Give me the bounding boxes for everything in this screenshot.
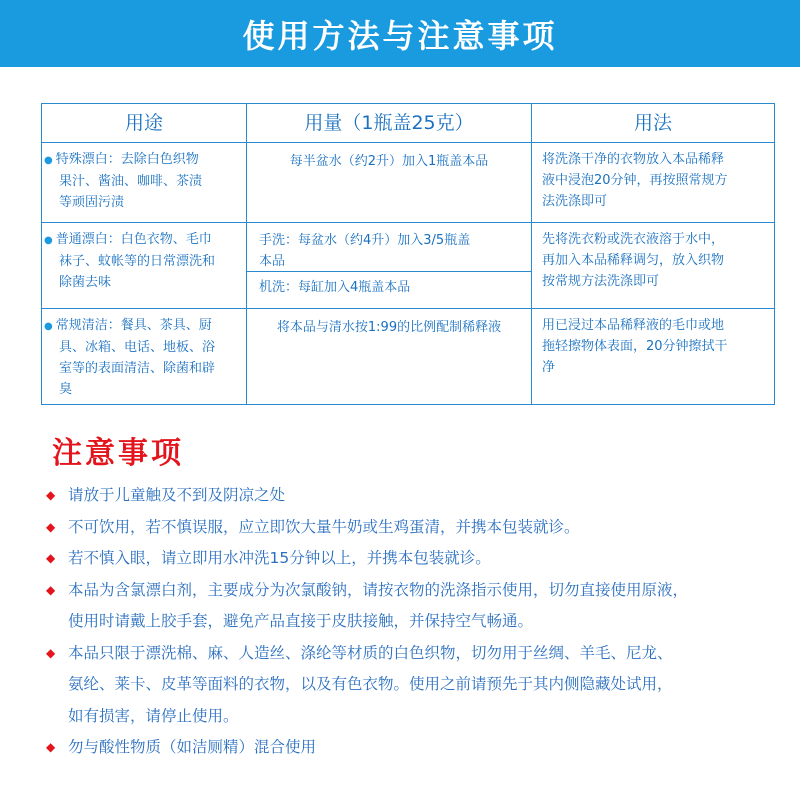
- column-header-use: 用途: [42, 104, 247, 143]
- bullet-icon: ●: [44, 155, 53, 166]
- amount-cell: [247, 223, 532, 309]
- use-cell: ● 常规清洁：餐具、茶具、厨 具、冰箱、电话、地板、浴 室等的表面清洁、除菌和辟 臭: [42, 309, 247, 405]
- diamond-bullet-icon: ◆: [46, 551, 56, 565]
- bullet-icon: ●: [44, 235, 53, 246]
- method-cell: 先将洗衣粉或洗衣液溶于水中， 再加入本品稀释调匀，放入织物 按常规方法洗涤即可: [532, 223, 775, 309]
- hand-wash-amount: 手洗：每盆水（约4升）加入3/5瓶盖 本品: [247, 223, 531, 272]
- page-title: 使用方法与注意事项: [242, 16, 558, 55]
- table-row: [42, 223, 775, 309]
- use-cell: ● 特殊漂白：去除白色织物 果汁、酱油、咖啡、茶渍 等顽固污渍: [42, 143, 247, 223]
- list-item: ◆ 若不慎入眼，请立即用水冲洗15分钟以上，并携本包装就诊。: [46, 543, 786, 575]
- machine-wash-amount: 机洗：每缸加入4瓶盖本品: [259, 280, 411, 295]
- table-row: [42, 143, 775, 223]
- usage-table: [41, 103, 775, 405]
- bullet-icon: ●: [44, 321, 53, 332]
- list-item: ◆ 请放于儿童触及不到及阴凉之处: [46, 480, 786, 512]
- method-cell: 用已浸过本品稀释液的毛巾或地 拖轻擦物体表面，20分钟擦拭干 净: [532, 309, 775, 405]
- table-header-row: [42, 104, 775, 143]
- table-row: [42, 309, 775, 405]
- use-cell: ● 普通漂白：白色衣物、毛巾 袜子、蚊帐等的日常漂洗和 除菌去味: [42, 223, 247, 309]
- list-item: ◆ 本品为含氯漂白剂，主要成分为次氯酸钠，请按衣物的洗涤指示使用，切勿直接使用原液， 使用时请戴上胶手套，避免产品直接于皮肤接触，并保持空气畅通。: [46, 575, 786, 638]
- diamond-bullet-icon: ◆: [46, 740, 56, 754]
- diamond-bullet-icon: ◆: [46, 645, 56, 660]
- notes-title: 注意事项: [52, 436, 184, 471]
- list-item: ◆ 不可饮用，若不慎误服，应立即饮大量牛奶或生鸡蛋清，并携本包装就诊。: [46, 512, 786, 544]
- amount-cell: 将本品与清水按1:99的比例配制稀释液: [247, 309, 532, 405]
- title-banner: [0, 0, 800, 67]
- column-header-method: 用法: [532, 104, 775, 143]
- diamond-bullet-icon: ◆: [46, 488, 56, 502]
- diamond-bullet-icon: ◆: [46, 519, 56, 534]
- list-item: ◆ 本品只限于漂洗棉、麻、人造丝、涤纶等材质的白色织物，切勿用于丝绸、羊毛、尼龙、 氨纶、莱卡、皮革等面料的衣物，以及有色衣物。使用之前请预先于其内侧隐藏处试用， 如有损害，请停止使用。: [46, 638, 786, 733]
- amount-cell: 每半盆水（约2升）加入1瓶盖本品: [247, 143, 532, 223]
- diamond-bullet-icon: ◆: [46, 582, 56, 597]
- notes-list: [46, 480, 786, 764]
- column-header-amount: 用量（1瓶盖25克）: [247, 104, 532, 143]
- method-cell: 将洗涤干净的衣物放入本品稀释 液中浸泡20分钟，再按照常规方 法洗涤即可: [532, 143, 775, 223]
- list-item: ◆ 勿与酸性物质（如洁厕精）混合使用: [46, 732, 786, 764]
